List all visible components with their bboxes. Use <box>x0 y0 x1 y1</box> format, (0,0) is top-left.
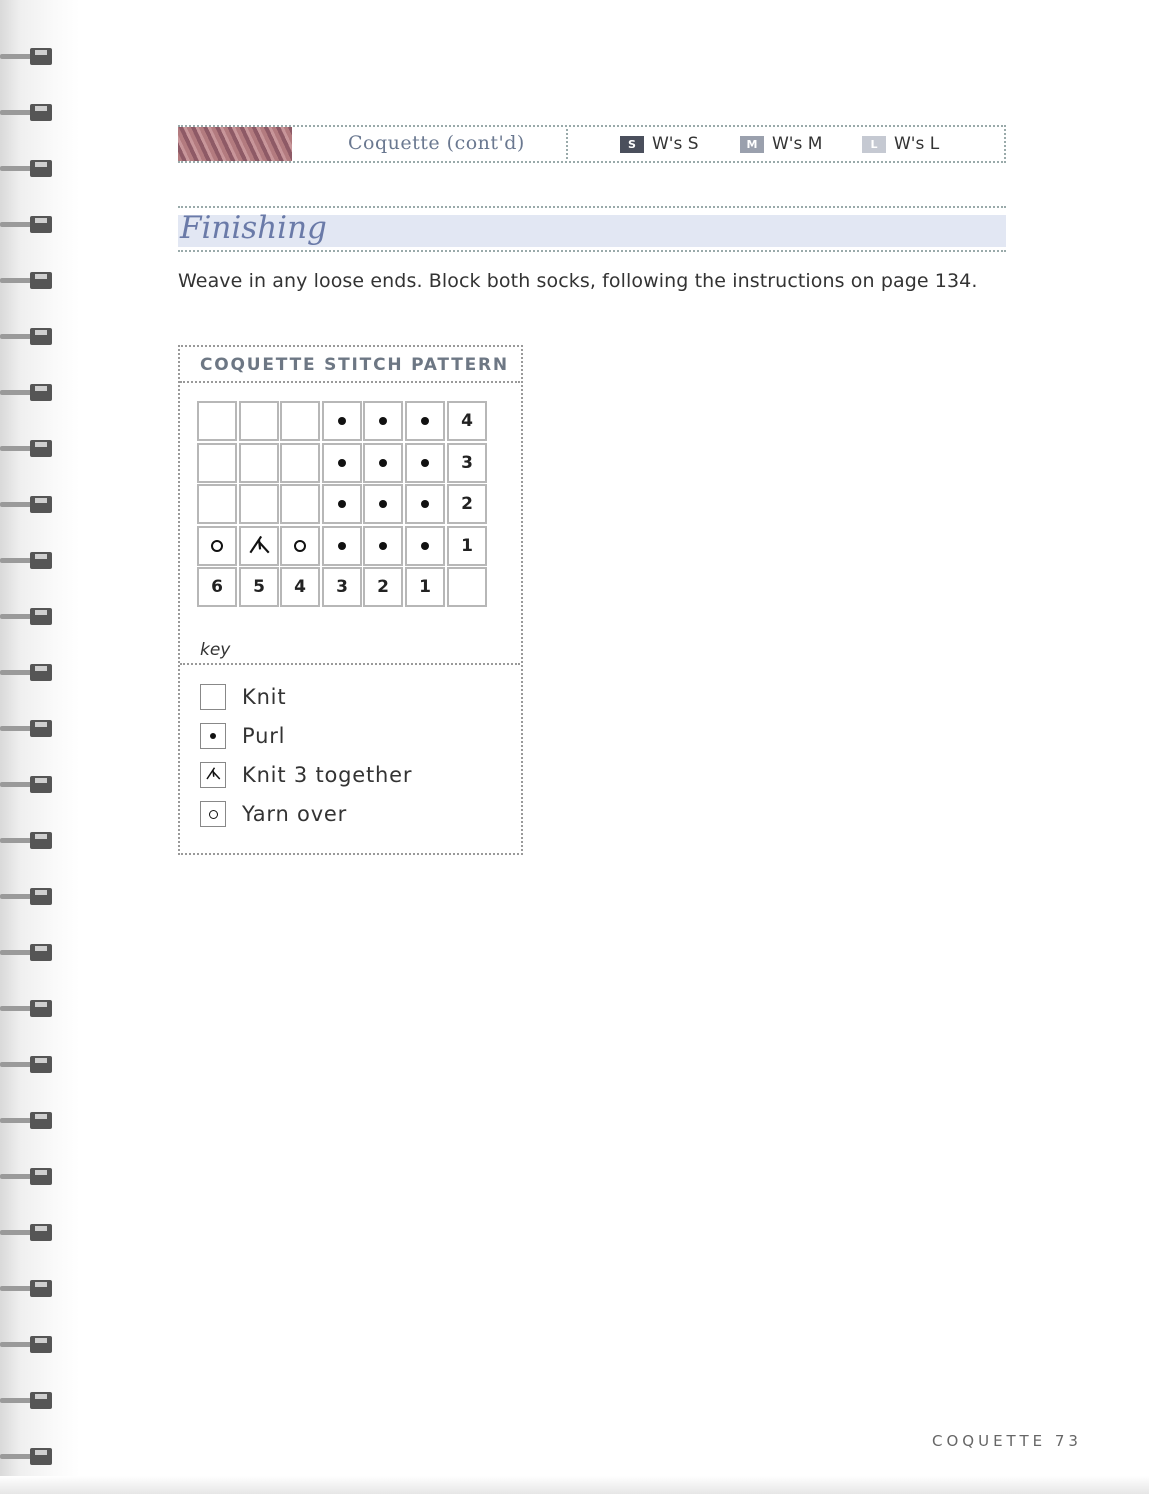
pattern-header <box>178 125 1006 163</box>
chart-cell <box>197 567 237 607</box>
key-symbol-box <box>200 684 226 710</box>
page-bottom-shadow <box>0 1476 1149 1494</box>
chart-cell <box>239 443 279 483</box>
key-text: Knit <box>242 685 287 709</box>
stitch-grid <box>197 401 489 613</box>
binding-coil <box>0 550 58 570</box>
purl-dot-icon <box>379 417 387 425</box>
chart-number: 3 <box>461 453 473 473</box>
spiral-binding <box>0 0 80 1494</box>
binding-coil <box>0 830 58 850</box>
chart-cell <box>322 567 362 607</box>
chart-cell <box>447 484 487 524</box>
chart-number: 4 <box>461 411 473 431</box>
chart-number: 3 <box>336 577 348 597</box>
chart-cell <box>239 526 279 566</box>
chart-number: 1 <box>419 577 431 597</box>
binding-coil <box>0 774 58 794</box>
chart-number: 1 <box>461 536 473 556</box>
chart-cell <box>239 484 279 524</box>
binding-coil <box>0 438 58 458</box>
knit-3-together-icon <box>204 764 222 786</box>
size-label-l: W's L <box>894 134 940 154</box>
size-large <box>862 134 939 154</box>
binding-coil <box>0 718 58 738</box>
purl-dot-icon <box>421 542 429 550</box>
chart-cell <box>322 443 362 483</box>
binding-coil <box>0 1110 58 1130</box>
key-symbol-box <box>200 801 226 827</box>
key-label: key <box>200 640 231 660</box>
binding-coil <box>0 1278 58 1298</box>
binding-coil <box>0 326 58 346</box>
chart-cell <box>405 443 445 483</box>
size-chip-l: L <box>862 136 886 153</box>
chart-cell <box>322 401 362 441</box>
chart-cell <box>322 526 362 566</box>
chart-number: 2 <box>461 494 473 514</box>
chart-number: 2 <box>377 577 389 597</box>
binding-coil <box>0 1054 58 1074</box>
chart-cell <box>239 401 279 441</box>
chart-cell <box>363 526 403 566</box>
size-label-m: W's M <box>772 134 823 154</box>
yarn-swatch-image <box>178 127 292 161</box>
key-text: Yarn over <box>242 802 348 826</box>
section-title: Finishing <box>180 210 327 246</box>
chart-cell <box>280 526 320 566</box>
binding-coil <box>0 102 58 122</box>
chart-cell <box>405 526 445 566</box>
finishing-instructions: Weave in any loose ends. Block both socks, following the instructions on page 134. <box>178 270 978 292</box>
section-heading <box>178 206 1006 252</box>
chart-cell <box>322 484 362 524</box>
chart-cell <box>405 567 445 607</box>
chart-cell <box>280 484 320 524</box>
binding-coil <box>0 942 58 962</box>
binding-coil <box>0 46 58 66</box>
chart-cell <box>447 401 487 441</box>
purl-dot-icon <box>421 417 429 425</box>
purl-dot-icon <box>421 459 429 467</box>
purl-dot-icon <box>379 542 387 550</box>
binding-coil <box>0 998 58 1018</box>
chart-cell <box>447 567 487 607</box>
purl-dot-icon <box>338 500 346 508</box>
binding-coil <box>0 158 58 178</box>
chart-cell <box>197 484 237 524</box>
key-symbol-box <box>200 762 226 788</box>
chart-cell <box>363 567 403 607</box>
chart-cell <box>197 526 237 566</box>
stitch-chart-box <box>178 345 523 855</box>
purl-dot-icon <box>379 500 387 508</box>
key-item <box>200 684 286 710</box>
chart-cell <box>363 443 403 483</box>
chart-cell <box>280 443 320 483</box>
purl-dot-icon <box>379 459 387 467</box>
chart-cell <box>405 401 445 441</box>
chart-title: COQUETTE STITCH PATTERN <box>200 355 509 375</box>
binding-coil <box>0 1334 58 1354</box>
chart-number: 5 <box>253 577 265 597</box>
binding-coil <box>0 494 58 514</box>
knit-3-together-icon <box>246 531 272 562</box>
binding-coil <box>0 662 58 682</box>
yarn-over-icon <box>211 540 223 552</box>
chart-cell <box>447 526 487 566</box>
pattern-title: Coquette (cont'd) <box>348 132 525 154</box>
page-footer: COQUETTE 73 <box>932 1432 1082 1450</box>
size-chip-s: S <box>620 136 644 153</box>
chart-cell <box>363 484 403 524</box>
purl-dot-icon <box>210 733 216 739</box>
chart-cell <box>280 401 320 441</box>
binding-coil <box>0 1222 58 1242</box>
chart-cell <box>447 443 487 483</box>
key-symbol-box <box>200 723 226 749</box>
key-text: Purl <box>242 724 286 748</box>
size-chip-m: M <box>740 136 764 153</box>
chart-title-divider <box>180 381 520 383</box>
chart-number: 6 <box>211 577 223 597</box>
size-small <box>620 134 699 154</box>
binding-coil <box>0 270 58 290</box>
binding-coil <box>0 1390 58 1410</box>
yarn-over-icon <box>294 540 306 552</box>
chart-cell <box>239 567 279 607</box>
chart-cell <box>363 401 403 441</box>
chart-number: 4 <box>294 577 306 597</box>
key-item <box>200 723 285 749</box>
chart-cell <box>280 567 320 607</box>
purl-dot-icon <box>338 417 346 425</box>
key-divider <box>180 663 520 665</box>
key-item <box>200 762 412 788</box>
size-label-s: W's S <box>652 134 699 154</box>
size-medium <box>740 134 822 154</box>
header-divider <box>566 129 568 159</box>
chart-cell <box>197 401 237 441</box>
binding-coil <box>0 1166 58 1186</box>
key-text: Knit 3 together <box>242 763 413 787</box>
key-item <box>200 801 347 827</box>
binding-coil <box>0 886 58 906</box>
chart-cell <box>197 443 237 483</box>
yarn-over-icon <box>209 810 218 819</box>
binding-coil <box>0 214 58 234</box>
purl-dot-icon <box>338 459 346 467</box>
binding-coil <box>0 1446 58 1466</box>
chart-cell <box>405 484 445 524</box>
binding-coil <box>0 606 58 626</box>
purl-dot-icon <box>421 500 429 508</box>
purl-dot-icon <box>338 542 346 550</box>
binding-coil <box>0 382 58 402</box>
